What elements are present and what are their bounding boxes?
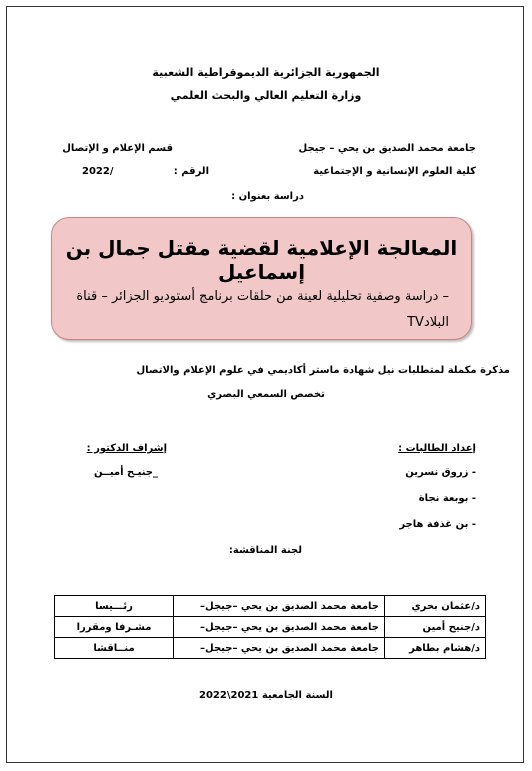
- faculty-name: كلية العلوم الإنسانية و الإجتماعية: [313, 166, 476, 177]
- jury-member-university: جامعة محمد الصديق بن يحي –جيجل–: [174, 638, 385, 659]
- student-name: - بن غذفة هاجر: [399, 519, 476, 530]
- table-row: [55, 596, 486, 617]
- table-row: [55, 638, 486, 659]
- republic-heading: الجمهورية الجزائرية الديموقراطية الشعبية: [152, 66, 380, 79]
- jury-member-role: منــاقشا: [55, 638, 174, 659]
- students-label: إعداد الطالبات :: [398, 443, 476, 454]
- number-label: الرقم :: [173, 166, 209, 177]
- supervisor-label: إشراف الدكتور :: [86, 443, 167, 454]
- study-label: دراسة بعنوان :: [231, 191, 304, 202]
- student-name: - بوبعة نجاة: [418, 493, 476, 504]
- jury-member-name: د/هشام بطاهر: [385, 638, 486, 659]
- thesis-title: المعالجة الإعلامية لقضية مقتل جمال بن إسماعيل: [65, 236, 458, 284]
- thesis-subtitle: – دراسة وصفية تحليلية لعينة من حلقات برنامج أستوديو الجزائر – قناة البلادTV: [76, 289, 449, 330]
- university-name: جامعة محمد الصديق بن يحي – جيجل: [298, 143, 476, 154]
- memo-line: مذكرة مكملة لمتطلبات نيل شهادة ماستر أكاديمي في علوم الإعلام والاتصال: [136, 365, 510, 376]
- jury-label: لجنة المناقشة:: [228, 545, 302, 556]
- jury-table: [54, 595, 486, 659]
- department-name: قسم الإعلام و الإتصال: [62, 143, 173, 154]
- jury-member-role: رئـــيسا: [55, 596, 174, 617]
- student-name: - زروق نسرين: [405, 467, 476, 478]
- jury-member-name: د/عثمان بحري: [385, 596, 486, 617]
- ministry-heading: وزارة التعليم العالي والبحث العلمي: [170, 89, 362, 102]
- title-box: [51, 217, 472, 340]
- academic-year: السنة الجامعية 2021\2022: [199, 690, 333, 701]
- jury-member-name: د/جنيح أمين: [385, 617, 486, 638]
- specialty-line: تخصص السمعي البصري: [207, 389, 325, 400]
- number-value: 2022/: [82, 166, 114, 177]
- table-row: [55, 617, 486, 638]
- supervisor-name: _جنيـح أميــن: [93, 467, 158, 478]
- jury-member-role: مشـرفا ومقررا: [55, 617, 174, 638]
- jury-member-university: جامعة محمد الصديق بن يحي –جيجل–: [174, 596, 385, 617]
- jury-member-university: جامعة محمد الصديق بن يحي –جيجل–: [174, 617, 385, 638]
